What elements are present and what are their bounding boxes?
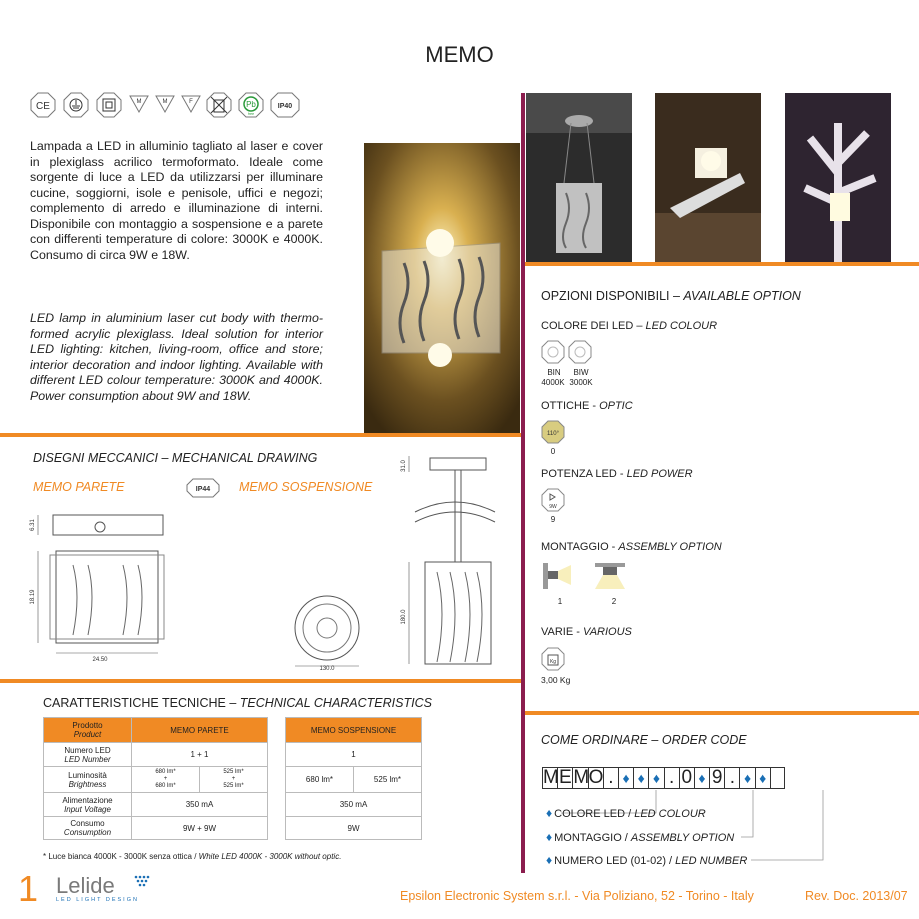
order-code-cell: . (724, 767, 739, 789)
sospensione-header: MEMO SOSPENSIONE (286, 718, 422, 743)
order-code-cell: O (588, 767, 604, 788)
page-title: MEMO (425, 42, 494, 67)
tech-row-labels: Prodotto Product Numero LED LED Number Luminosità Brightness Alimentazione Input Voltage Consumo Consumption (43, 717, 132, 840)
revision: Rev. Doc. 2013/07 (805, 889, 908, 903)
assembly-code-2: 2 (611, 597, 617, 606)
order-code-cell: 9 (709, 767, 724, 789)
order-legend-led-colour: ♦ COLORE LED / LED COLOUR (546, 806, 706, 820)
assembly-label: MONTAGGIO - ASSEMBLY OPTION (541, 541, 722, 553)
order-code-cell: ♦ (648, 767, 663, 789)
horizontal-divider-mid-right (525, 711, 919, 715)
tech-title: CARATTERISTICHE TECNICHE – TECHNICAL CHARACTERISTICS (43, 696, 432, 710)
product-photo-pendant (526, 93, 632, 263)
svg-text:F: F (189, 99, 193, 105)
led-colour-options (541, 340, 601, 371)
order-code-cell: ♦ (694, 767, 709, 789)
svg-text:24.50: 24.50 (92, 657, 108, 663)
svg-text:IP44: IP44 (195, 486, 211, 493)
description-english: LED lamp in aluminium laser cut body with thermo-formed acrylic plexiglass. Ideal solution for interior LED lighting: kitchen, living-room, office and store; interior decoration and indoor lighting. Available with different LED colour temperature: 3000K and 4000K. Power consumption about 9W and 18W. (30, 311, 323, 403)
horizontal-divider-top-right (525, 262, 919, 266)
assembly-wall-icon (541, 561, 575, 596)
horizontal-divider-top-left (0, 433, 521, 437)
led-colour-octagons (541, 340, 597, 366)
various-label: VARIE - VARIOUS (541, 626, 632, 638)
optic-icon (541, 420, 565, 449)
optic-label: OTTICHE - OPTIC (541, 400, 633, 412)
diamond-icon: ♦ (546, 830, 553, 844)
order-code-cell: ♦ (739, 767, 754, 789)
svg-text:IP40: IP40 (277, 103, 293, 110)
power-label: POTENZA LED - LED POWER (541, 468, 693, 480)
order-legend-assembly: ♦ MONTAGGIO / ASSEMBLY OPTION (546, 830, 735, 844)
description-italian: Lampada a LED in alluminio tagliato al laser e cover in plexiglass acrilico termoformato. Ideale come sorgente di luce a LED da utilizzarsi per illuminare cucine, soggiorni, isole e penisole, uffici e negozi; complemento di arredo e illuminazione di interni. Disponibile con montaggio a sospensione e a parete con differenti temperature di colore: 3000K e 4000K. Consumo di circa 9W e 18W. (30, 139, 323, 262)
order-code-cell: E (558, 767, 572, 788)
diamond-icon: ♦ (546, 853, 553, 867)
company-info: Epsilon Electronic System s.r.l. - Via Poliziano, 52 - Torino - Italy (400, 889, 754, 903)
mm-triangle-icon (154, 92, 176, 122)
power-code: 9 (550, 515, 556, 524)
power-icon (541, 488, 565, 517)
ground-icon (63, 92, 89, 122)
svg-text:31.0: 31.0 (401, 460, 407, 472)
order-code-cell: . (664, 767, 679, 789)
svg-text:18.19: 18.19 (30, 589, 36, 605)
order-code-cell: M (573, 767, 590, 788)
3000k-label: 3000K (569, 378, 593, 387)
order-code-cell: 0 (679, 767, 694, 789)
svg-text:180.0: 180.0 (401, 609, 407, 625)
m-triangle-icon (128, 92, 150, 122)
bin-label: BIN (547, 368, 561, 377)
diamond-icon: ♦ (546, 806, 553, 820)
svg-text:130.0: 130.0 (319, 666, 335, 670)
svg-text:110°: 110° (547, 431, 559, 437)
optic-code: 0 (550, 447, 556, 456)
order-code-cell: ♦ (633, 767, 648, 789)
mech-drawing-parete (28, 495, 178, 670)
led-colour-label: COLORE DEI LED – LED COLOUR (541, 320, 718, 332)
svg-text:CE: CE (36, 101, 50, 112)
weight-value: 3,00 Kg (541, 675, 571, 685)
tech-table-sospensione: MEMO SOSPENSIONE 1 680 lm* 525 lm* 350 mA 9W (285, 717, 422, 840)
svg-text:M: M (162, 99, 168, 105)
biw-label: BIW (573, 368, 589, 377)
svg-text:9W: 9W (549, 504, 557, 510)
svg-text:M: M (136, 99, 142, 105)
svg-text:free: free (247, 112, 255, 116)
f-triangle-icon (180, 92, 202, 122)
order-title: COME ORDINARE – ORDER CODE (541, 733, 747, 747)
parete-header: MEMO PARETE (132, 718, 268, 743)
mech-drawing-sospensione (395, 452, 515, 679)
brand-logo: Lelide (56, 873, 115, 898)
pb-free-icon (238, 92, 264, 122)
svg-text:Kg: Kg (549, 659, 557, 665)
tech-footnote: * Luce bianca 4000K - 3000K senza ottica / White LED 4000K - 3000K without optic. (43, 852, 342, 861)
product-photo-tree (785, 93, 891, 263)
ip44-icon (186, 478, 220, 503)
vertical-divider (521, 93, 525, 873)
svg-text:6.31: 6.31 (30, 519, 36, 531)
class2-icon (96, 92, 122, 122)
page-number: 1 (18, 868, 39, 909)
options-title: OPZIONI DISPONIBILI – AVAILABLE OPTION (541, 289, 801, 303)
order-code-cell: ♦ (755, 767, 770, 789)
order-code-cell: . (603, 767, 618, 789)
ce-mark-icon (30, 92, 56, 122)
horizontal-divider-mid-left (0, 679, 521, 683)
weee-bin-icon (206, 92, 232, 122)
order-code-cell: ♦ (618, 767, 633, 789)
product-photo-wall (364, 143, 520, 433)
mech-drawing-title: DISEGNI MECCANICI – MECHANICAL DRAWING (33, 451, 318, 465)
memo-parete-label: MEMO PARETE (33, 480, 125, 494)
mech-drawing-top-view (282, 590, 372, 675)
assembly-ceiling-icon (593, 561, 627, 596)
certification-icons (30, 92, 300, 124)
logo-dots-icon (134, 874, 150, 892)
4000k-label: 4000K (541, 378, 565, 387)
order-code-cell: M (543, 767, 559, 788)
product-photo-table (655, 93, 761, 263)
ip40-icon (270, 92, 300, 122)
assembly-code-1: 1 (557, 597, 563, 606)
weight-icon (541, 647, 565, 676)
memo-sospensione-label: MEMO SOSPENSIONE (239, 480, 373, 494)
brand-tagline: LED LIGHT DESIGN (56, 897, 139, 903)
tech-table-parete: MEMO PARETE 1 + 1 680 lm* + 680 lm* 525 lm* + 525 lm* 350 mA 9W + 9W (131, 717, 268, 840)
order-legend-led-number: ♦ NUMERO LED (01-02) / LED NUMBER (546, 853, 748, 867)
svg-text:Pb: Pb (246, 100, 256, 109)
